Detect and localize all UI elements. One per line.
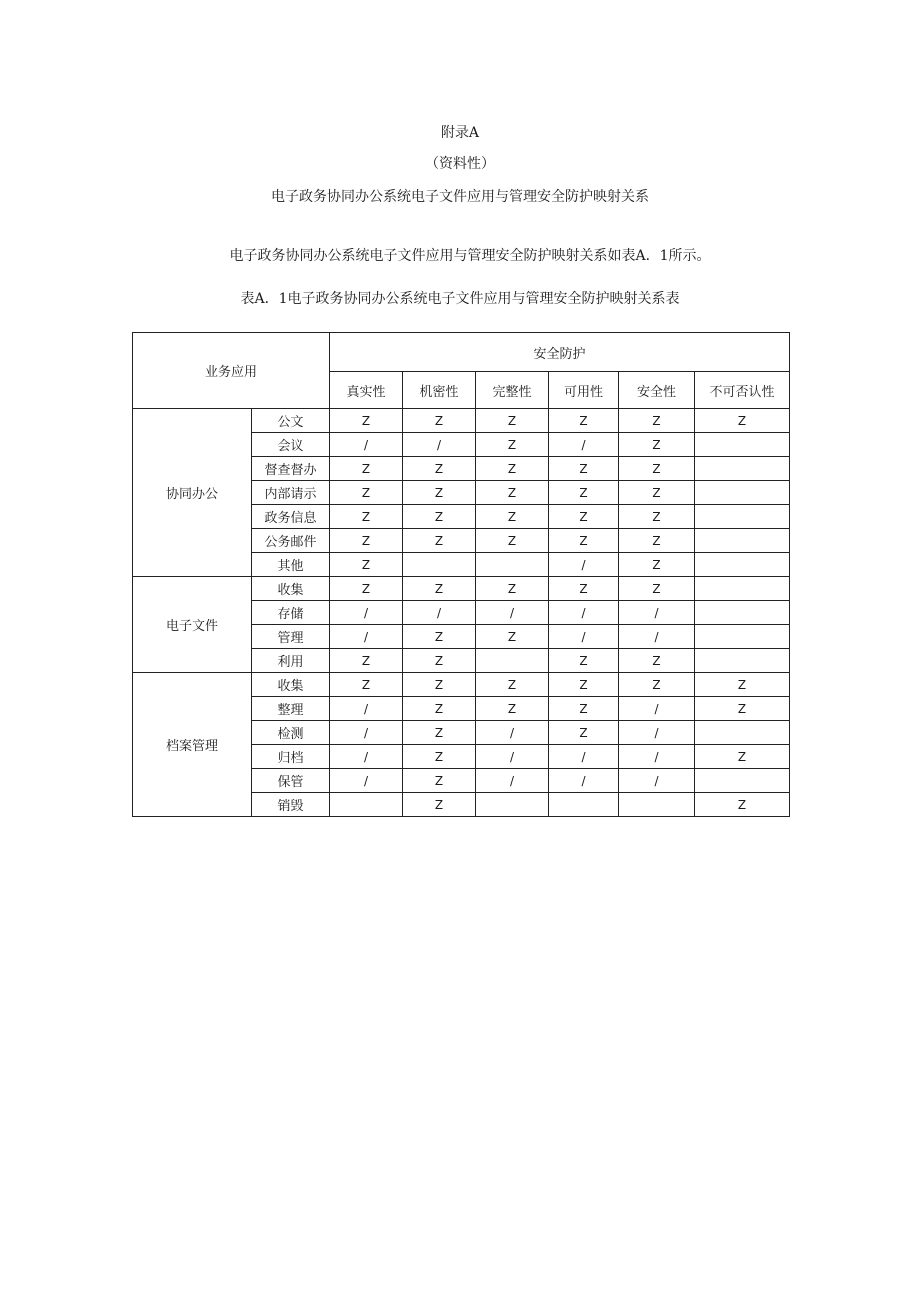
mapping-cell: Z [619, 649, 695, 673]
mapping-cell [695, 553, 790, 577]
mapping-cell: Z [330, 481, 403, 505]
mapping-cell: Z [476, 625, 549, 649]
mapping-cell: Z [619, 481, 695, 505]
mapping-cell [619, 793, 695, 817]
row-label: 归档 [252, 745, 330, 769]
mapping-cell: / [403, 601, 476, 625]
column-header: 安全性 [619, 372, 695, 409]
intro-paragraph: 电子政务协同办公系统电子文件应用与管理安全防护映射关系如表A．1所示。 [229, 248, 711, 264]
row-label: 存储 [252, 601, 330, 625]
row-label: 内部请示 [252, 481, 330, 505]
mapping-cell [695, 649, 790, 673]
mapping-cell [476, 793, 549, 817]
mapping-cell: / [619, 601, 695, 625]
section-title: 电子政务协同办公系统电子文件应用与管理安全防护映射关系 [271, 189, 649, 205]
mapping-cell: Z [549, 697, 619, 721]
mapping-cell: Z [476, 481, 549, 505]
mapping-cell: / [549, 625, 619, 649]
mapping-cell [695, 529, 790, 553]
mapping-cell: Z [549, 649, 619, 673]
mapping-cell: Z [619, 529, 695, 553]
mapping-cell: Z [619, 505, 695, 529]
mapping-cell: Z [403, 457, 476, 481]
mapping-cell: Z [403, 409, 476, 433]
row-label: 管理 [252, 625, 330, 649]
mapping-cell: Z [476, 409, 549, 433]
row-label: 其他 [252, 553, 330, 577]
row-group-label: 档案管理 [133, 673, 252, 817]
mapping-cell: Z [619, 673, 695, 697]
mapping-cell: Z [695, 673, 790, 697]
mapping-cell: Z [330, 529, 403, 553]
mapping-cell: Z [403, 529, 476, 553]
mapping-cell [695, 721, 790, 745]
table-caption: 表A．1电子政务协同办公系统电子文件应用与管理安全防护映射关系表 [240, 291, 680, 307]
mapping-cell: Z [330, 553, 403, 577]
mapping-cell: Z [549, 577, 619, 601]
mapping-cell: / [619, 745, 695, 769]
mapping-cell [330, 793, 403, 817]
mapping-cell: / [619, 721, 695, 745]
mapping-cell: / [330, 601, 403, 625]
mapping-cell: / [476, 769, 549, 793]
mapping-cell: Z [330, 673, 403, 697]
appendix-title: 附录A [440, 125, 480, 141]
mapping-cell: Z [476, 529, 549, 553]
mapping-cell: / [619, 625, 695, 649]
row-label: 利用 [252, 649, 330, 673]
mapping-cell: Z [403, 481, 476, 505]
column-header: 完整性 [476, 372, 549, 409]
mapping-cell: / [549, 745, 619, 769]
column-header: 可用性 [549, 372, 619, 409]
mapping-cell: / [330, 769, 403, 793]
mapping-cell: Z [330, 649, 403, 673]
mapping-cell: Z [403, 625, 476, 649]
mapping-cell: / [549, 769, 619, 793]
mapping-cell: / [549, 601, 619, 625]
mapping-cell: / [330, 697, 403, 721]
mapping-cell: Z [619, 457, 695, 481]
column-header: 不可否认性 [695, 372, 790, 409]
mapping-cell: Z [476, 673, 549, 697]
mapping-cell [695, 769, 790, 793]
mapping-cell: / [476, 601, 549, 625]
mapping-cell: Z [619, 409, 695, 433]
mapping-cell: Z [549, 505, 619, 529]
mapping-cell: Z [403, 721, 476, 745]
mapping-cell: / [403, 433, 476, 457]
mapping-cell: Z [403, 745, 476, 769]
mapping-cell: / [549, 433, 619, 457]
mapping-cell [549, 793, 619, 817]
mapping-cell: Z [619, 577, 695, 601]
mapping-cell [403, 553, 476, 577]
mapping-cell: Z [549, 673, 619, 697]
mapping-cell: Z [476, 457, 549, 481]
table-row [133, 409, 790, 433]
column-header: 机密性 [403, 372, 476, 409]
mapping-cell: Z [403, 673, 476, 697]
row-label: 整理 [252, 697, 330, 721]
mapping-cell: Z [403, 769, 476, 793]
mapping-cell: Z [403, 577, 476, 601]
mapping-cell [695, 577, 790, 601]
row-label: 销毁 [252, 793, 330, 817]
mapping-cell: Z [330, 505, 403, 529]
row-label: 督查督办 [252, 457, 330, 481]
row-label: 政务信息 [252, 505, 330, 529]
mapping-cell: Z [403, 793, 476, 817]
mapping-cell: Z [549, 481, 619, 505]
column-header: 真实性 [330, 372, 403, 409]
row-group-label: 电子文件 [133, 577, 252, 673]
mapping-cell: Z [619, 433, 695, 457]
mapping-cell: Z [403, 697, 476, 721]
mapping-cell [695, 457, 790, 481]
group-header: 安全防护 [330, 333, 790, 372]
mapping-cell: / [619, 769, 695, 793]
mapping-cell [695, 433, 790, 457]
mapping-cell: / [476, 745, 549, 769]
corner-header: 业务应用 [133, 333, 330, 409]
mapping-cell: Z [330, 577, 403, 601]
mapping-cell [695, 625, 790, 649]
mapping-cell: Z [403, 505, 476, 529]
mapping-cell [476, 553, 549, 577]
row-label: 会议 [252, 433, 330, 457]
mapping-cell: Z [695, 409, 790, 433]
mapping-cell: / [330, 625, 403, 649]
table-row [133, 673, 790, 697]
mapping-cell: Z [476, 505, 549, 529]
appendix-type: （资料性） [425, 156, 495, 172]
mapping-cell: Z [330, 457, 403, 481]
mapping-cell: Z [619, 553, 695, 577]
mapping-cell: Z [549, 721, 619, 745]
mapping-cell: / [330, 721, 403, 745]
mapping-cell: / [619, 697, 695, 721]
mapping-cell: Z [476, 433, 549, 457]
row-label: 公文 [252, 409, 330, 433]
row-label: 公务邮件 [252, 529, 330, 553]
mapping-cell: Z [549, 529, 619, 553]
mapping-cell: / [330, 433, 403, 457]
mapping-cell: Z [330, 409, 403, 433]
mapping-cell: Z [695, 745, 790, 769]
security-mapping-table [132, 332, 790, 817]
mapping-cell: Z [695, 697, 790, 721]
mapping-cell: / [549, 553, 619, 577]
mapping-cell [695, 505, 790, 529]
mapping-cell: Z [549, 457, 619, 481]
mapping-cell: / [330, 745, 403, 769]
row-label: 保管 [252, 769, 330, 793]
mapping-cell [695, 481, 790, 505]
header-row-top [133, 333, 790, 372]
mapping-cell [695, 601, 790, 625]
table-row [133, 577, 790, 601]
mapping-cell: Z [403, 649, 476, 673]
row-label: 收集 [252, 577, 330, 601]
mapping-cell: Z [476, 577, 549, 601]
row-label: 检测 [252, 721, 330, 745]
row-label: 收集 [252, 673, 330, 697]
mapping-cell: Z [549, 409, 619, 433]
mapping-cell: Z [695, 793, 790, 817]
mapping-cell: / [476, 721, 549, 745]
row-group-label: 协同办公 [133, 409, 252, 577]
mapping-cell [476, 649, 549, 673]
mapping-cell: Z [476, 697, 549, 721]
